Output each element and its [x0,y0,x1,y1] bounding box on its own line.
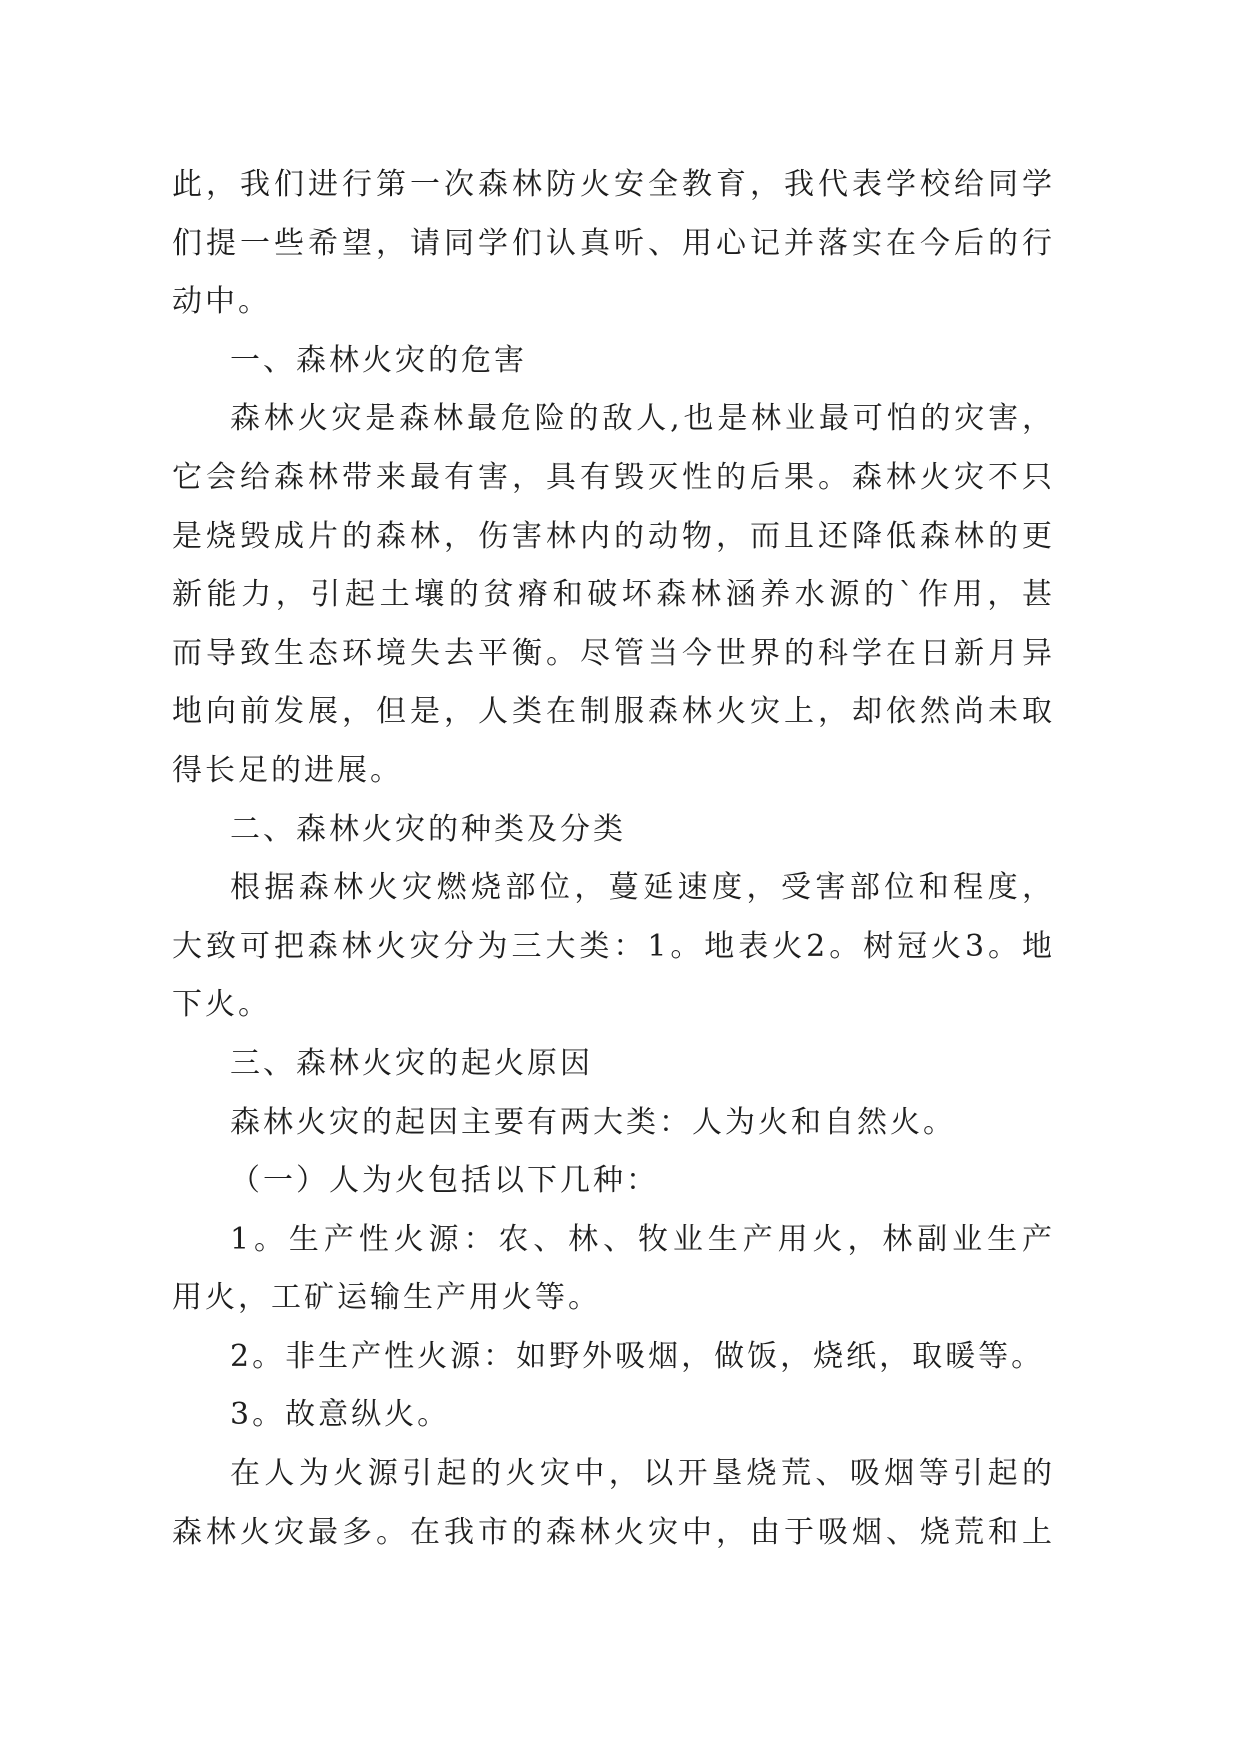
list-item-3 [172,1386,1052,1445]
text-line: 2。非生产性火源：如野外吸烟，做饭，烧纸，取暖等。 [230,1338,1045,1374]
text-line: 用火，工矿运输生产用火等。 [172,1280,601,1316]
document-body [172,156,1052,1562]
text-line: 是烧毁成片的森林，伤害林内的动物，而且还降低森林的更 [172,518,1052,554]
paragraph-fire-causes [172,1094,1052,1153]
text-line: 们提一些希望，请同学们认真听、用心记并落实在今后的行 [172,225,1052,261]
paragraph-intro-continuation [172,156,1052,332]
paragraph-human-fire-stats [172,1445,1052,1562]
text-line: 大致可把森林火灾分为三大类：1。地表火2。树冠火3。地 [172,928,1052,964]
text-line: 新能力，引起土壤的贫瘠和破坏森林涵养水源的`作用，甚 [172,577,1052,613]
text-line: 森林火灾最多。在我市的森林火灾中，由于吸烟、烧荒和上 [172,1514,1052,1550]
text-line: 3。故意纵火。 [230,1397,451,1433]
paragraph-fire-types [172,859,1052,1035]
text-line: 得长足的进展。 [172,752,403,788]
text-line: 动中。 [172,284,271,320]
text-line: 森林火灾的起因主要有两大类：人为火和自然火。 [230,1104,956,1140]
section-heading-2 [172,801,1052,860]
text-line: 根据森林火灾燃烧部位，蔓延速度，受害部位和程度， [230,870,1052,906]
text-line: 森林火灾是森林最危险的敌人,也是林业最可怕的灾害， [230,401,1052,437]
text-line: 在人为火源引起的火灾中，以开垦烧荒、吸烟等引起的 [230,1456,1052,1492]
list-item-2 [172,1328,1052,1387]
text-line: 而导致生态环境失去平衡。尽管当今世界的科学在日新月异 [172,635,1052,671]
section-heading-text: 一、森林火灾的危害 [230,342,527,378]
text-line: （一）人为火包括以下几种： [230,1163,659,1199]
section-heading-1 [172,332,1052,391]
text-line: 地向前发展，但是，人类在制服森林火灾上，却依然尚未取 [172,694,1052,730]
list-item-1 [172,1211,1052,1328]
text-line: 此，我们进行第一次森林防火安全教育，我代表学校给同学 [172,167,1052,202]
section-heading-text: 二、森林火灾的种类及分类 [230,811,626,847]
text-line: 它会给森林带来最有害，具有毁灭性的后果。森林火灾不只 [172,459,1052,495]
section-heading-3 [172,1035,1052,1094]
text-line: 下火。 [172,987,271,1023]
paragraph-fire-hazards [172,390,1052,800]
subheading-human-fire [172,1152,1052,1211]
section-heading-text: 三、森林火灾的起火原因 [230,1045,593,1081]
text-line: 1。生产性火源：农、林、牧业生产用火，林副业生产 [230,1221,1052,1257]
